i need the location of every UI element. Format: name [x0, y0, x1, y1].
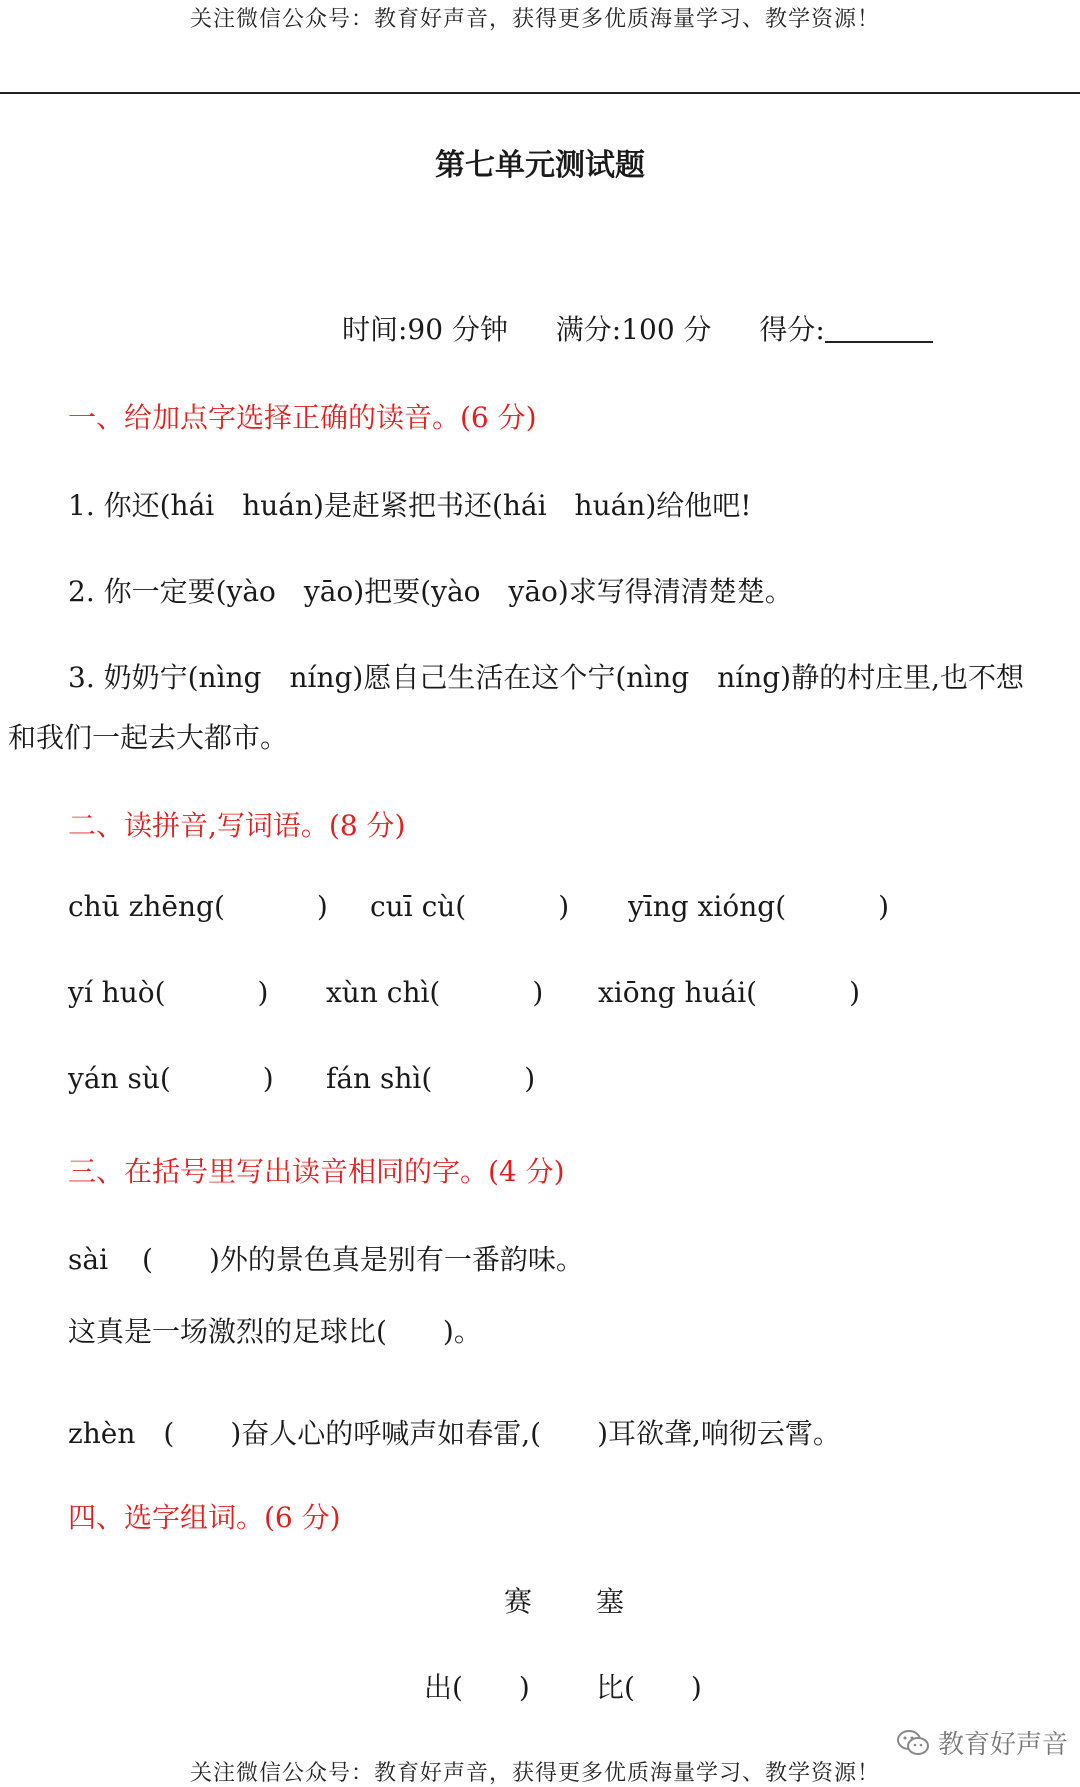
pinyin-item: xiōng huái( ) [598, 976, 861, 1009]
section-1-heading: 一、给加点字选择正确的读音。(6 分) [68, 401, 537, 434]
pinyin-item: yán sù( ) [68, 1062, 274, 1095]
bisai-line: 这真是一场激烈的足球比( )。 [68, 1315, 482, 1348]
bottom-banner: 关注微信公众号：教育好声音，获得更多优质海量学习、教学资源！ [190, 1761, 881, 1786]
pinyin-item: fán shì( ) [326, 1062, 536, 1095]
sai-line: sài ( )外的景色真是别有一番韵味。 [68, 1243, 584, 1276]
pinyin-zhen: zhèn [68, 1417, 136, 1450]
watermark-text: 教育好声音 [937, 1730, 1068, 1760]
section-3-heading: 三、在括号里写出读音相同的字。(4 分) [68, 1155, 565, 1188]
score-label: 得分: [759, 313, 825, 346]
option-char: 赛 [504, 1585, 533, 1618]
option-char: 塞 [596, 1585, 625, 1618]
watermark [896, 1724, 1068, 1761]
pinyin-item: chū zhēng( ) [68, 890, 328, 923]
time-limit: 时间:90 分钟 [342, 313, 508, 346]
question-1: 1. 你还(hái huán)是赶紧把书还(hái huán)给他吧! [68, 489, 752, 522]
word-blank-1: 出( ) [424, 1671, 530, 1704]
zhen-line: zhèn ( )奋人心的呼喊声如春雷,( )耳欲聋,响彻云霄。 [68, 1417, 841, 1450]
pinyin-sai: sài [68, 1243, 109, 1276]
exam-meta [342, 308, 933, 348]
section-2-heading: 二、读拼音,写词语。(8 分) [68, 809, 406, 842]
top-banner: 关注微信公众号：教育好声音，获得更多优质海量学习、教学资源！ [190, 7, 881, 32]
header-rule [0, 92, 1080, 94]
question-3-line-2: 和我们一起去大都市。 [8, 721, 289, 754]
question-2: 2. 你一定要(yào yāo)把要(yào yāo)求写得清清楚楚。 [68, 575, 793, 608]
full-score: 满分:100 分 [555, 313, 712, 346]
pinyin-item: xùn chì( ) [326, 976, 544, 1009]
score-blank[interactable] [825, 313, 933, 343]
word-blank-2: 比( ) [596, 1671, 702, 1704]
question-3-line-1: 3. 奶奶宁(nìng níng)愿自己生活在这个宁(nìng níng)静的村庄里,也不想 [68, 661, 1024, 694]
pinyin-item: yí huò( ) [68, 976, 269, 1009]
section-4-heading: 四、选字组词。(6 分) [68, 1501, 341, 1534]
wechat-icon [896, 1729, 930, 1757]
pinyin-item: cuī cù( ) [370, 890, 570, 923]
page-title: 第七单元测试题 [435, 148, 645, 183]
pinyin-item: yīng xióng( ) [628, 890, 890, 923]
